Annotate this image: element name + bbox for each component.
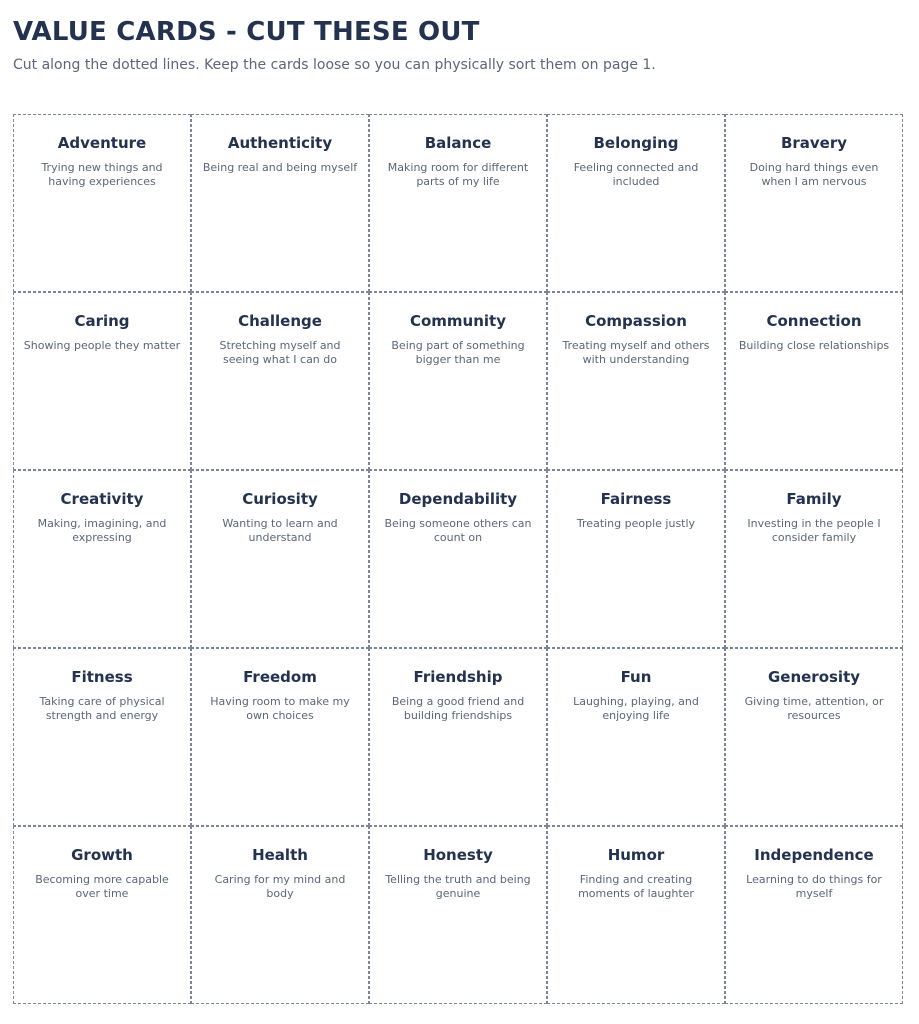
value-card bbox=[547, 648, 725, 826]
value-card bbox=[725, 470, 903, 648]
value-card-name: Freedom bbox=[243, 668, 317, 686]
value-card bbox=[369, 826, 547, 1004]
value-card-description: Giving time, attention, or resources bbox=[744, 695, 884, 722]
value-card bbox=[369, 114, 547, 292]
value-card bbox=[369, 292, 547, 470]
value-card-name: Health bbox=[252, 846, 308, 864]
value-card-grid bbox=[13, 114, 903, 1004]
value-card-description: Stretching myself and seeing what I can do bbox=[219, 339, 341, 366]
page-title: VALUE CARDS - CUT THESE OUT bbox=[13, 17, 480, 47]
value-card bbox=[13, 648, 191, 826]
value-card bbox=[725, 648, 903, 826]
value-card-name: Belonging bbox=[593, 134, 679, 152]
value-card-name: Connection bbox=[766, 312, 862, 330]
value-card-description: Investing in the people I consider family bbox=[747, 517, 881, 544]
value-card-description: Building close relationships bbox=[738, 339, 890, 352]
value-card-description: Wanting to learn and understand bbox=[222, 517, 338, 544]
value-card-description: Making, imagining, and expressing bbox=[37, 517, 167, 544]
value-card bbox=[13, 826, 191, 1004]
value-card-name: Authenticity bbox=[227, 134, 333, 152]
value-card bbox=[725, 826, 903, 1004]
value-card bbox=[725, 292, 903, 470]
value-card bbox=[547, 826, 725, 1004]
value-card-description: Trying new things and having experiences bbox=[41, 161, 163, 188]
value-card-name: Dependability bbox=[398, 490, 518, 508]
value-card-description: Caring for my mind and body bbox=[214, 873, 346, 900]
page-subtitle: Cut along the dotted lines. Keep the cards loose so you can physically sort them on page 1. bbox=[13, 57, 656, 73]
value-card-description: Being a good friend and building friendships bbox=[391, 695, 525, 722]
value-card bbox=[13, 292, 191, 470]
value-card bbox=[369, 470, 547, 648]
value-card-description: Having room to make my own choices bbox=[210, 695, 350, 722]
value-card-name: Adventure bbox=[57, 134, 147, 152]
value-card bbox=[13, 470, 191, 648]
value-card-name: Community bbox=[409, 312, 507, 330]
value-card-name: Humor bbox=[607, 846, 665, 864]
value-card-name: Fun bbox=[620, 668, 652, 686]
value-card-description: Being someone others can count on bbox=[384, 517, 532, 544]
value-card-name: Family bbox=[786, 490, 842, 508]
value-card-name: Independence bbox=[754, 846, 874, 864]
value-card-description: Doing hard things even when I am nervous bbox=[749, 161, 879, 188]
value-card-description: Making room for different parts of my life bbox=[387, 161, 529, 188]
value-card-description: Showing people they matter bbox=[23, 339, 181, 352]
value-card-name: Fitness bbox=[71, 668, 133, 686]
value-card-name: Curiosity bbox=[242, 490, 318, 508]
value-card-description: Treating myself and others with understanding bbox=[562, 339, 710, 366]
value-card-description: Being part of something bigger than me bbox=[391, 339, 525, 366]
value-card-name: Fairness bbox=[600, 490, 672, 508]
value-card-description: Learning to do things for myself bbox=[746, 873, 882, 900]
value-card-name: Creativity bbox=[60, 490, 144, 508]
value-card-name: Generosity bbox=[767, 668, 861, 686]
value-card-name: Balance bbox=[424, 134, 492, 152]
value-card-name: Honesty bbox=[423, 846, 493, 864]
value-card-name: Bravery bbox=[780, 134, 848, 152]
value-card-name: Challenge bbox=[238, 312, 322, 330]
value-card-description: Finding and creating moments of laughter bbox=[578, 873, 694, 900]
value-card-name: Growth bbox=[71, 846, 133, 864]
value-card-name: Caring bbox=[74, 312, 130, 330]
value-card-description: Laughing, playing, and enjoying life bbox=[573, 695, 699, 722]
value-card bbox=[13, 114, 191, 292]
value-card-description: Feeling connected and included bbox=[573, 161, 699, 188]
value-card bbox=[191, 826, 369, 1004]
value-card-name: Friendship bbox=[413, 668, 503, 686]
value-card-description: Becoming more capable over time bbox=[35, 873, 169, 900]
value-card bbox=[725, 114, 903, 292]
value-card bbox=[547, 292, 725, 470]
value-card-description: Taking care of physical strength and energy bbox=[39, 695, 165, 722]
value-card bbox=[547, 470, 725, 648]
value-card-description: Treating people justly bbox=[576, 517, 696, 530]
value-card bbox=[191, 648, 369, 826]
value-card bbox=[547, 114, 725, 292]
value-card-description: Being real and being myself bbox=[202, 161, 358, 174]
value-card-name: Compassion bbox=[585, 312, 687, 330]
value-card bbox=[191, 114, 369, 292]
value-card-description: Telling the truth and being genuine bbox=[385, 873, 531, 900]
value-card bbox=[191, 470, 369, 648]
value-card bbox=[191, 292, 369, 470]
value-card bbox=[369, 648, 547, 826]
